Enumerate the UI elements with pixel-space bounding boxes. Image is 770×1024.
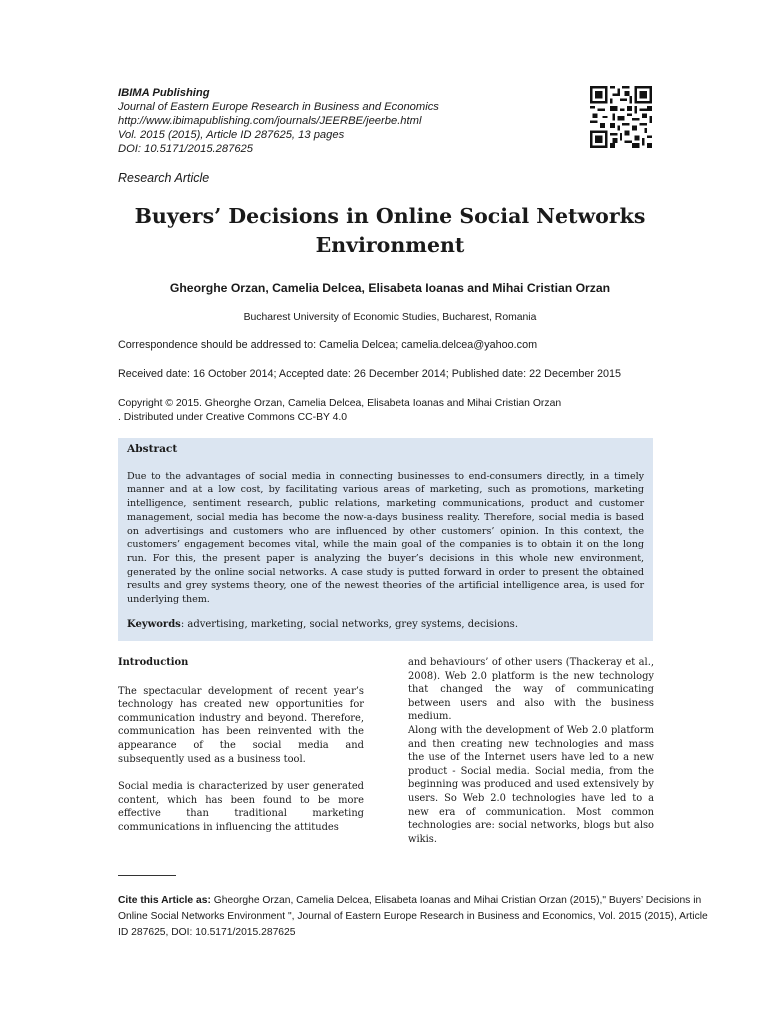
paper-title (90, 202, 690, 260)
journal-url[interactable]: http://www.ibimapublishing.com/journals/JEERBE/jeerbe.html (118, 115, 422, 127)
journal-header (118, 86, 538, 156)
copyright-line-1: Copyright © 2015. Gheorghe Orzan, Camelia Delcea, Elisabeta Ioanas and Mihai Cristian Orzan (118, 398, 562, 409)
section-heading-introduction: Introduction (118, 657, 189, 668)
keywords-list: : advertising, marketing, social networks, grey systems, decisions. (180, 618, 518, 630)
abstract-body: Due to the advantages of social media in connecting businesses to end-consumers directly, in a timely manner and at a low cost, by facilitating various areas of marketing, such as promotions, marketing intelligence, sentiment research, public relations, marketing communications, product and customer management, social media has become the now-a-days business reality. Therefore, social media is based on advertisings and customers who are influenced by other customers’ opinion. In this context, the customers’ engagement becomes vital, while the main goal of the companies is to obtain it on the long run. For this, the present paper is analyzing the buyer’s decisions in this whole new environment, generated by the online social networks. A case study is putted forward in order to present the obtained results and grey systems theory, one of the newest theories of the artificial intelligence area, is used for underlying them. (127, 470, 644, 606)
left-column (118, 656, 364, 835)
citation-block (118, 893, 708, 941)
volume-info: Vol. 2015 (2015), Article ID 287625, 13 pages (118, 129, 345, 141)
keywords (127, 618, 644, 632)
correspondence: Correspondence should be addressed to: Camelia Delcea; camelia.delcea@yahoo.com (118, 339, 538, 351)
affiliation: Bucharest University of Economic Studies, Bucharest, Romania (243, 312, 537, 323)
citation-label: Cite this Article as: (118, 895, 211, 906)
intro-paragraph-2: Social media is characterized by user generated content, which has been found to be more effective than traditional marketing communications in influencing the attitudes (118, 781, 364, 833)
publication-dates: Received date: 16 October 2014; Accepted date: 26 December 2014; Published date: 22 December 2015 (118, 368, 621, 380)
citation-text: Gheorghe Orzan, Camelia Delcea, Elisabeta Ioanas and Mihai Cristian Orzan (2015)," Buyers’ Decisions in Online Social Networks Environment ", Journal of Eastern Europe Research in Business and Economics, Vol. 2015 (2015), Article ID 287625, DOI: 10.5171/2015.287625 (118, 895, 708, 938)
copyright-line-2: . Distributed under Creative Commons CC-BY 4.0 (118, 412, 348, 423)
intro-paragraph-1: The spectacular development of recent year’s technology has created new opportunities for communication industry and beyond. Therefore, communication has been reinvented with the appearance of the social media and subsequently used as a business tool. (118, 685, 364, 765)
title-line-2: Environment (315, 233, 465, 257)
article-type: Research Article (118, 171, 210, 185)
title-line-1: Buyers’ Decisions in Online Social Networks (134, 204, 646, 228)
intro-paragraph-3: and behaviours’ of other users (Thackeray et al., 2008). Web 2.0 platform is the new technology that changed the way of communicating between users and also with the business medium. (408, 657, 654, 723)
author-list: Gheorghe Orzan, Camelia Delcea, Elisabeta Ioanas and Mihai Cristian Orzan (169, 281, 611, 295)
keywords-label: Keywords (127, 618, 181, 630)
footnote-divider (118, 875, 176, 876)
journal-name: Journal of Eastern Europe Research in Business and Economics (118, 101, 439, 113)
intro-paragraph-4: Along with the development of Web 2.0 platform and then creating new technologies and mass the use of the Internet users have led to a new product - Social media. Social media, from the beginning was produced and used extensively by users. So Web 2.0 technologies have led to a new era of communication. Most common technologies are: social networks, blogs but also wikis. (408, 724, 654, 845)
right-column (408, 656, 654, 846)
abstract-box (118, 438, 653, 641)
qr-code-icon (590, 86, 652, 148)
publisher-name: IBIMA Publishing (118, 87, 210, 99)
copyright-notice (118, 397, 638, 425)
doi: DOI: 10.5171/2015.287625 (118, 143, 253, 155)
abstract-heading: Abstract (127, 443, 178, 455)
